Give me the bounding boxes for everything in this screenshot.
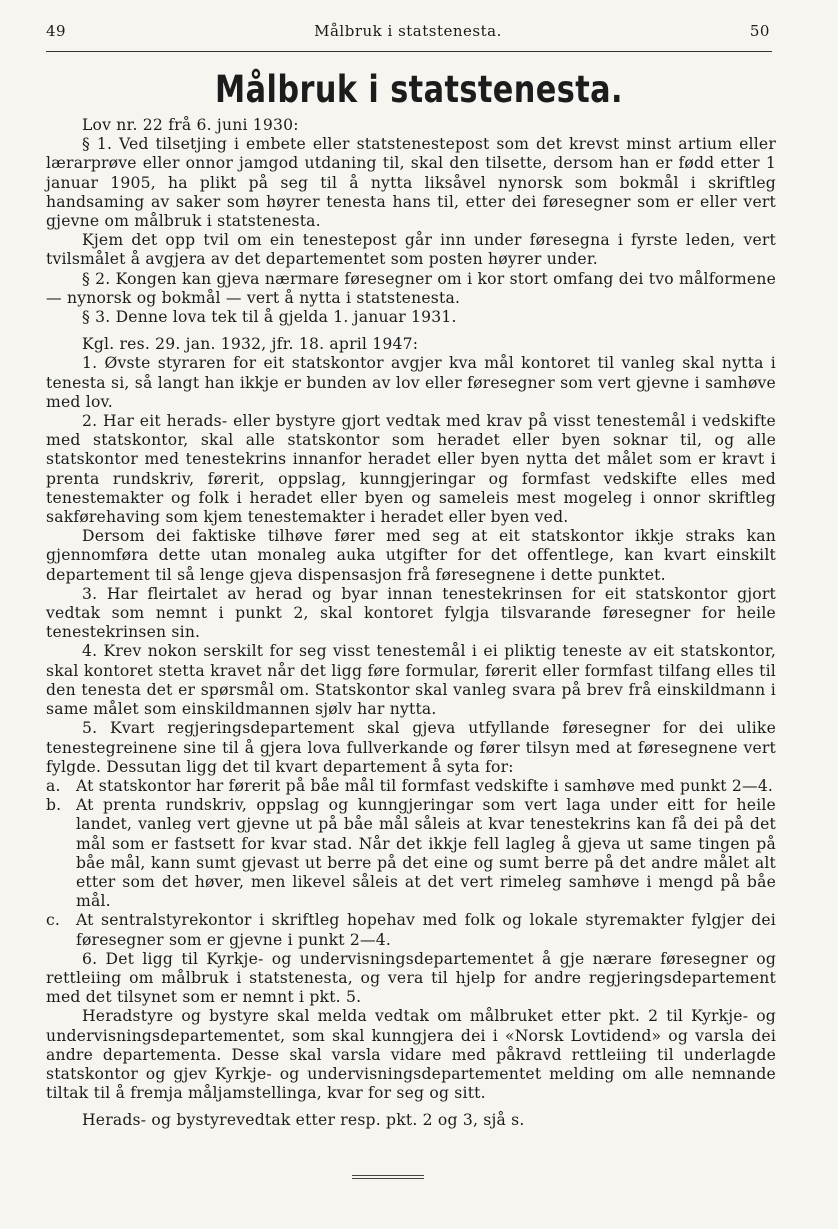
point-1: 1. Øvste styraren for eit statskontor avgjer kva mål kontoret til vanleg skal nytta i tenesta si, så langt han ikkje er bunden av lov eller føresegner som vert gjevne i samhøve med lov. [46,354,776,411]
list-text: At prenta rundskriv, oppslag og kunngjeringar som vert laga under eitt for heile landet, vanleg vert gjevne ut på båe mål såleis at kvar tenestekrins kan få dei på det mål som er fastsett for kvar stad. Når det ikkje fell lagleg å gjeva ut same tingen på båe mål, kann sumt gjevast ut berre på det eine og sumt berre på det andre målet alt etter som det høver, men likevel såleis at det vert rimeleg samhøve i mengd på båe mål. [76,796,776,911]
list-item-a [46,777,776,796]
reporting-paragraph: Heradstyre og bystyre skal melda vedtak om målbruket etter pkt. 2 til Kyrkje- og undervisningsdepartementet, som skal kunngjera dei i «Norsk Lovtidend» og varsla dei andre departementa. Desse skal varsla vidare med påkravd rettleiing til underlagde statskontor og gjev Kyrkje- og undervisningsdepartementet melding om alle nemnande tiltak til å fremja måljamstellinga, kvar for seg og sitt. [46,1007,776,1103]
section-3: § 3. Denne lova tek til å gjelda 1. januar 1931. [82,308,457,327]
cross-reference-note: Herads- og bystyrevedtak etter resp. pkt. 2 og 3, sjå s. [82,1111,525,1130]
royal-resolution-citation: Kgl. res. 29. jan. 1932, jfr. 18. april 1947: [82,335,419,354]
point-2: 2. Har eit herads- eller bystyre gjort vedtak med krav på visst tenestemål i vedskifte med statskontor, skal alle statskontor som heradet eller byen soknar til, og alle statskontor med tenestekrins innanfor heradet eller byen nytta det målet som er kravt i prenta rundskriv, førerit, oppslag, kunngjeringar og formfast vedskifte elles med tenestemakter og folk i heradet eller byen og sameleis mest mogeleg i onnor skriftleg sakførehaving som kjem tenestemakter i heradet eller byen ved. [46,412,776,527]
list-text: At statskontor har førerit på båe mål til formfast vedskifte i samhøve med punkt 2—4. [76,776,774,795]
running-title: Målbruk i statstenesta. [314,22,502,40]
header-rule [46,51,772,52]
point-2-dispensation: Dersom dei faktiske tilhøve fører med seg at eit statskontor ikkje straks kan gjennomføra dette utan monaleg auka utgifter for det offentlege, kan kvart einskilt departement til så lenge gjeva dispensasjon frå føresegnene i dette punktet. [46,527,776,584]
list-label: c. [46,911,61,930]
point-4: 4. Krev nokon serskilt for seg visst tenestemål i ei pliktig teneste av eit statskontor, skal kontoret stetta kravet når det ligg føre formular, førerit eller formfast tilfang elles til den tenesta det er spørsmål om. Statskontor skal vanleg svara på brev frå einskildmann i same målet som einskildmannen sjølv har nytta. [46,642,776,719]
list-label: b. [46,796,62,815]
footer-rule [352,1175,424,1179]
point-5: 5. Kvart regjeringsdepartement skal gjeva utfyllande føresegner for dei ulike tenestegreinene sine til å gjera lova fullverkande og fører tilsyn med at føresegnene vert fylgde. Dessutan ligg det til kvart departement å syta for: [46,719,776,776]
point-3: 3. Har fleirtalet av herad og byar innan tenestekrinsen for eit statskontor gjort vedtak som nemnt i punkt 2, skal kontoret fylgja tilsvarande føresegner for heile tenestekrinsen sin. [46,584,776,642]
document-body [46,116,776,1131]
page-number-left: 49 [46,22,67,40]
point-6: 6. Det ligg til Kyrkje- og undervisningsdepartementet å gje nærare føresegner og rettleiing om målbruk i statstenesta, og vera til hjelp for andre regjeringsdepartement med det tilsynet som er nemnt i pkt. 5. [46,949,776,1007]
law-citation: Lov nr. 22 frå 6. juni 1930: [82,116,299,134]
list-item-c [46,911,776,949]
section-1-second-paragraph: Kjem det opp tvil om ein tenestepost går inn under føresegna i fyrste leden, vert tvilsmålet å avgjera av det departementet som posten høyrer under. [46,231,776,269]
section-2: § 2. Kongen kan gjeva nærmare føresegner om i kor stort omfang dei tvo målformene — nynorsk og bokmål — vert å nytta i statstenesta. [46,269,776,307]
section-1: § 1. Ved tilsetjing i embete eller statstenestepost som det krevst minst artium eller lærarprøve eller onnor jamgod utdaning til, skal den tilsette, dersom han er fødd etter 1 januar 1905, ha plikt på seg til å nytta liksåvel nynorsk som bokmål i skriftleg handsaming av saker som høyrer tenesta hans til, etter dei føresegner som er eller vert gjevne om målbruk i statstenesta. [46,135,776,231]
list-label: a. [46,776,61,795]
page-title: Målbruk i statstenesta. [215,68,623,111]
list-item-b [46,796,776,911]
list-text: At sentralstyrekontor i skriftleg hopehav med folk og lokale styremakter fylgjer dei føresegner som er gjevne i punkt 2—4. [76,911,776,949]
page-number-right: 50 [749,22,770,40]
running-header [46,22,770,40]
